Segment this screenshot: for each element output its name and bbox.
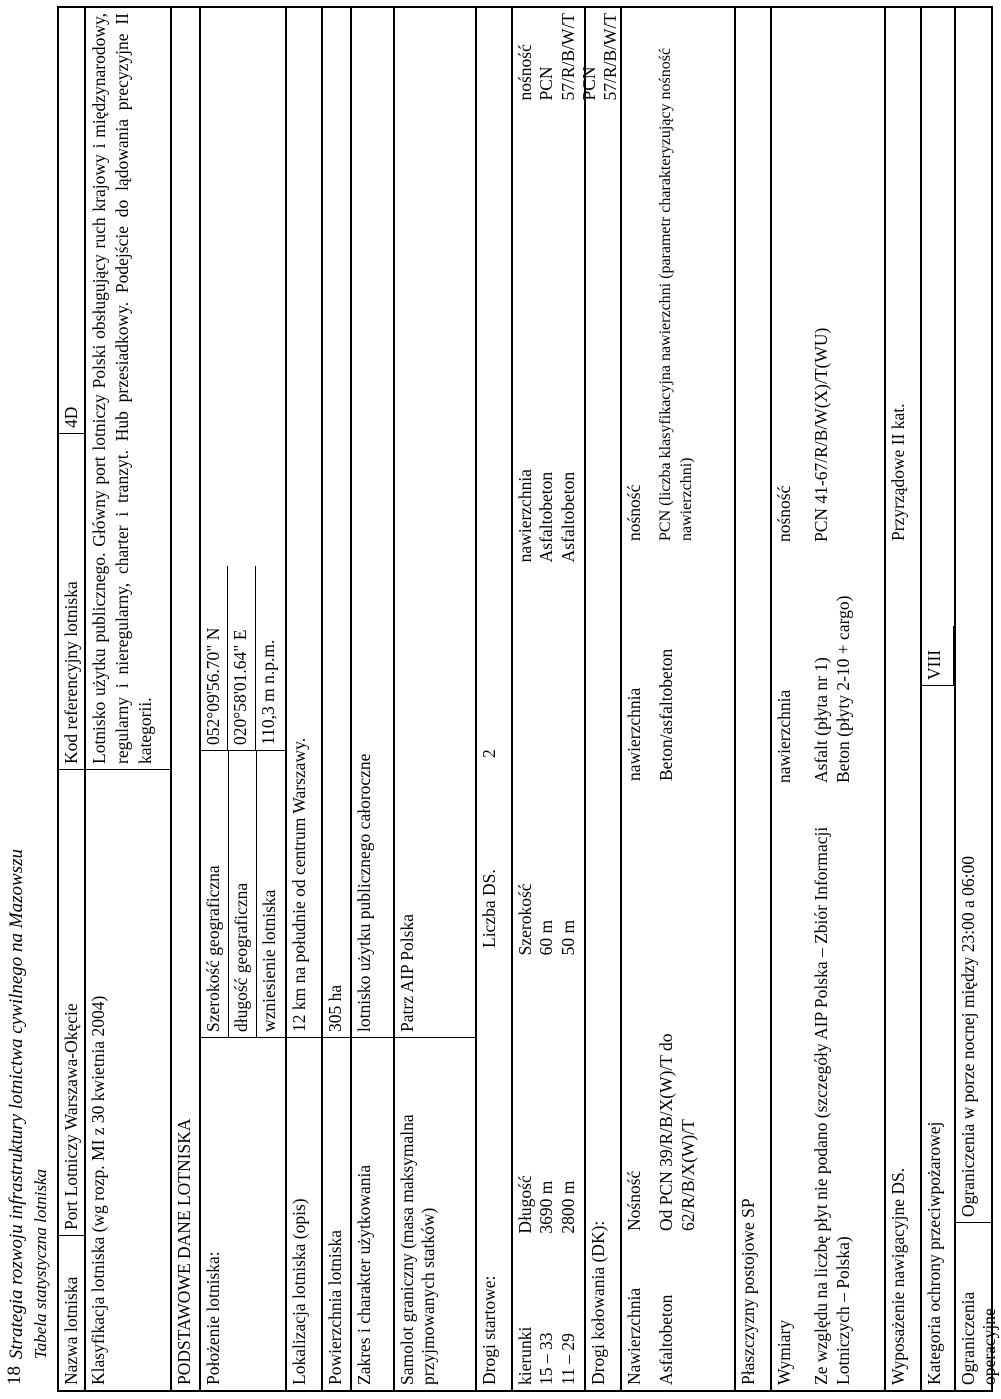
taxiway-col-strength2 [622, 8, 734, 546]
runway-2-directions: 11 – 29 [557, 1333, 578, 1385]
runway-2-surface: Asfaltobeton [557, 471, 578, 563]
row-airport-name [57, 6, 84, 1392]
aprons-label: Płaszczyzny postojowe SP [738, 1198, 758, 1385]
row-aprons-heading [734, 6, 770, 1392]
taxiway-header-strength2: nośność [624, 484, 644, 541]
latitude-value: 052°09'56.70" N [201, 566, 228, 750]
runway-2-width: 50 m [557, 919, 578, 956]
runway-2-strength: PCN 57/R/B/W/T [579, 13, 621, 101]
elevation-label: wzniesienie lotniska [256, 751, 285, 1037]
row-critical-aircraft [393, 6, 475, 1392]
apron-header-surface: nawierzchnia [774, 689, 794, 783]
runway-1-surface: Asfaltobeton [536, 471, 557, 563]
fire-category-label: Kategoria ochrony przeciwpożarowej [924, 1121, 944, 1385]
page-header [0, 0, 60, 1399]
runway-col-length [513, 960, 584, 1238]
row-taxiways-heading [584, 6, 620, 1392]
classification-label: Klasyfikacja lotniska (wg rozp. MI z 30 kwietnia 2004) [88, 995, 108, 1385]
taxiway-header-strength: Nośność [624, 1170, 644, 1231]
runway-1-length: 3690 m [536, 1180, 557, 1234]
runway-count-value: 2 [479, 749, 499, 758]
fire-category-value: VIII [922, 626, 954, 686]
runway-col-surface [513, 106, 584, 568]
operational-limits-value: Ograniczenia w porze nocnej między 23:00 a 06:00 [956, 8, 991, 1223]
apron-col-surface [772, 547, 884, 788]
runways-label: Drogi startowe: [479, 1275, 499, 1385]
apron-strength-value: PCN 41-67/R/B/W(X)/T(WU) [811, 327, 832, 542]
runway-col-directions [513, 1239, 584, 1390]
navigation-value: Przyrządowe II kat. [888, 403, 908, 541]
table-title: Tabela statystyczna lotniska [31, 1168, 50, 1359]
runway-header-width: Szerokość [515, 883, 535, 956]
runway-1-width: 60 m [536, 919, 557, 956]
row-taxiways-table [620, 6, 734, 1392]
taxiway-surface-value: Asfaltobeton [656, 1294, 677, 1385]
runway-1-directions: 15 – 33 [536, 1332, 557, 1385]
document-title: Strategia rozwoju infrastruktury lotnictwa cywilnego na Mazowszu [6, 848, 27, 1359]
taxiway-col-surface2 [622, 546, 734, 786]
runway-header-strength: nośność [515, 44, 535, 101]
taxiway-col-surface [622, 1236, 734, 1390]
row-runways-heading [475, 6, 511, 1392]
taxiway-surface2-value: Beton/asfaltobeton [656, 648, 677, 781]
taxiway-strength-value: Od PCN 39/R/B/X(W)/T do 62/R/B/X(W)/T [656, 1033, 698, 1231]
operational-limits-label: Ograniczenia operacyjne [958, 1291, 1000, 1385]
usage-value: lotnisko użytku publicznego całoroczne [352, 8, 393, 1038]
taxiways-label: Drogi kołowania (DK): [588, 1220, 608, 1385]
latitude-label: Szerokość geograficzna [203, 865, 223, 1032]
critical-aircraft-value: Patrz AIP Polska [395, 8, 475, 1038]
apron-col-dimensions [772, 788, 884, 1390]
runway-header-length: Długość [515, 1175, 535, 1234]
row-classification [84, 6, 170, 1392]
localization-label: Lokalizacja lotniska (opis) [289, 1198, 309, 1385]
row-operational-limits [954, 6, 1000, 1392]
runway-col-width [513, 567, 584, 960]
classification-value: Lotnisko użytku publicznego. Główny port lotniczy Polski obsługujący ruch krajowy i międzynarodowy, regularny i nieregularny, charter i tranzyt. Hub przesiadkowy. Podejście do lądowania precyzyjne II kategorii. [86, 8, 170, 770]
runway-header-directions: kierunki [515, 1326, 535, 1385]
longitude-label: długość geograficzna [228, 751, 256, 1037]
apron-header-dimensions: Wymiary [774, 1319, 794, 1385]
row-location [199, 6, 285, 1392]
taxiway-strength2-value: PCN (liczba klasyfikacyjna nawierzchni (parametr charakteryzujący nośność nawierzchni) [657, 47, 695, 541]
area-value: 305 ha [323, 8, 350, 1038]
usage-label: Zakres i charakter użytkowania [354, 1164, 374, 1385]
localization-value: 12 km na południe od centrum Warszawy. [287, 8, 321, 1038]
airport-name-label: Nazwa lotniska [61, 1276, 81, 1385]
row-navigation [884, 6, 920, 1392]
row-area [321, 6, 350, 1392]
critical-aircraft-label: Samolot graniczny (masa maksymalna przyjmowanych statków) [397, 1114, 439, 1385]
apron-col-strength [772, 8, 884, 547]
airport-name-value: Port Lotniczy Warszawa-Okęcie [59, 770, 84, 1236]
location-values [201, 566, 285, 751]
row-localization [285, 6, 321, 1392]
reference-code-label: Kod referencyjny lotniska [59, 434, 84, 770]
apron-surface-value-2: Beton (płyty 2-10 + cargo) [832, 595, 853, 783]
elevation-value: 110,3 m n.p.m. [258, 639, 278, 745]
navigation-label: Wyposażenie nawigacyjne DS. [888, 1167, 908, 1385]
taxiway-header-surface: Nawierzchnia [624, 1287, 644, 1385]
taxiway-header-surface2: nawierzchnia [624, 687, 644, 781]
area-label: Powierzchnia lotniska [325, 1229, 345, 1385]
apron-dimensions-note: Ze względu na liczbę płyt nie podano (szczegóły AIP Polska – Zbiór Informacji Lotniczych – Polska) [811, 826, 853, 1385]
location-label: Położenie lotniska: [203, 1251, 223, 1385]
row-fire-category [920, 6, 954, 1392]
section-heading-basic-data: PODSTAWOWE DANE LOTNISKA [174, 1118, 194, 1385]
runway-header-surface: nawierzchnia [515, 469, 535, 563]
runway-count-label: Liczba DS. [479, 869, 499, 948]
longitude-value: 020°58'01.64" E [228, 566, 256, 750]
airport-statistics-table [57, 6, 1000, 1392]
apron-surface-value-1: Asfalt (płyta nr 1) [811, 657, 832, 783]
reference-code-value: 4D [59, 8, 84, 434]
runway-2-length: 2800 m [557, 1180, 578, 1234]
apron-header-strength: nośność [774, 485, 794, 542]
row-usage [350, 6, 393, 1392]
location-sublabels [201, 751, 285, 1038]
runway-col-strength [513, 8, 621, 106]
row-section-basic [170, 6, 199, 1392]
row-aprons-table [770, 6, 884, 1392]
taxiway-col-strength [622, 786, 734, 1236]
page-number: 18 [4, 1366, 25, 1385]
runway-1-strength: PCN 57/R/B/W/T [536, 13, 578, 101]
